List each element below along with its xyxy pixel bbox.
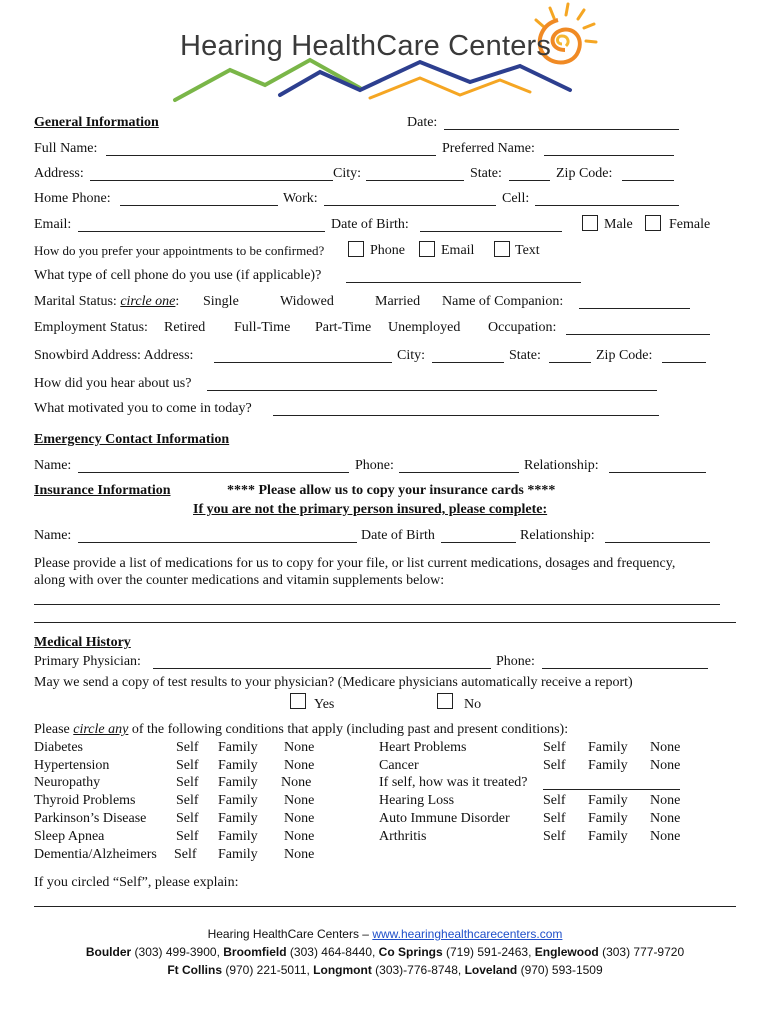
condition-family-option[interactable]: Family bbox=[218, 775, 258, 790]
dob-field[interactable] bbox=[420, 231, 562, 232]
insured-name-label: Name: bbox=[34, 528, 72, 543]
general-information-heading: General Information bbox=[34, 115, 159, 130]
condition-self-option[interactable]: Self bbox=[543, 758, 566, 773]
snowbird-zip-label: Zip Code: bbox=[596, 348, 653, 363]
single-option[interactable]: Single bbox=[203, 294, 239, 309]
phone-option-label: Phone bbox=[370, 243, 405, 258]
zip-label: Zip Code: bbox=[556, 166, 613, 181]
companion-field[interactable] bbox=[579, 308, 690, 309]
condition-self-option[interactable]: Self bbox=[543, 740, 566, 755]
location-boulder: Boulder bbox=[85, 945, 132, 959]
emergency-name-label: Name: bbox=[34, 458, 72, 473]
emergency-phone-label: Phone: bbox=[355, 458, 394, 473]
send-copy-yes-checkbox[interactable] bbox=[290, 693, 306, 709]
marital-colon: : bbox=[175, 294, 180, 309]
condition-family-option[interactable]: Family bbox=[588, 793, 628, 808]
condition-family-option[interactable]: Family bbox=[218, 847, 258, 862]
condition-self-option[interactable]: Self bbox=[543, 811, 566, 826]
explain-label: If you circled “Self”, please explain: bbox=[34, 875, 239, 890]
condition-family-option[interactable]: Family bbox=[588, 740, 628, 755]
condition-self-option[interactable]: Self bbox=[176, 775, 199, 790]
city-field[interactable] bbox=[366, 180, 464, 181]
medications-instructions-line1: Please provide a list of medications for us to copy for your file, or list current medications, dosages and frequency, bbox=[34, 556, 676, 571]
snowbird-address-field[interactable] bbox=[214, 362, 392, 363]
condition-name: Dementia/Alzheimers bbox=[34, 847, 157, 862]
state-label: State: bbox=[470, 166, 502, 181]
snowbird-state-field[interactable] bbox=[549, 362, 591, 363]
zip-field[interactable] bbox=[622, 180, 674, 181]
condition-name: Thyroid Problems bbox=[34, 793, 136, 808]
location-co-springs: Co Springs bbox=[378, 945, 443, 959]
condition-family-option[interactable]: Family bbox=[588, 829, 628, 844]
condition-self-option[interactable]: Self bbox=[543, 829, 566, 844]
condition-none-option[interactable]: None bbox=[284, 829, 315, 844]
full-name-label: Full Name: bbox=[34, 141, 98, 156]
no-label: No bbox=[464, 697, 482, 712]
condition-none-option[interactable]: None bbox=[650, 793, 681, 808]
motivated-field[interactable] bbox=[273, 415, 659, 416]
cancer-treated-field[interactable] bbox=[543, 789, 680, 790]
insured-relationship-label: Relationship: bbox=[520, 528, 595, 543]
full-name-field[interactable] bbox=[106, 155, 436, 156]
cell-phone-field[interactable] bbox=[535, 205, 679, 206]
insurance-notice: **** Please allow us to copy your insurance cards **** bbox=[227, 483, 556, 498]
snowbird-state-label: State: bbox=[509, 348, 541, 363]
phone-loveland: (970) 593-1509 bbox=[517, 963, 603, 977]
male-label: Male bbox=[604, 217, 633, 232]
phone-englewood: (303) 777-9720 bbox=[598, 945, 685, 959]
location-longmont: Longmont bbox=[313, 963, 372, 977]
phone-longmont: (303)-776-8748, bbox=[371, 963, 465, 977]
phone-broomfield: (303) 464-8440, bbox=[286, 945, 379, 959]
condition-self-option[interactable]: Self bbox=[176, 793, 199, 808]
unemployed-option[interactable]: Unemployed bbox=[388, 320, 461, 335]
phone-confirm-checkbox[interactable] bbox=[348, 241, 364, 257]
condition-none-option[interactable]: None bbox=[650, 740, 681, 755]
condition-name: Cancer bbox=[379, 758, 419, 773]
insured-name-field[interactable] bbox=[78, 542, 357, 543]
insurance-heading: Insurance Information bbox=[34, 483, 171, 498]
emergency-relationship-field[interactable] bbox=[609, 472, 706, 473]
widowed-option[interactable]: Widowed bbox=[280, 294, 334, 309]
female-checkbox[interactable] bbox=[645, 215, 661, 231]
condition-self-option[interactable]: Self bbox=[176, 811, 199, 826]
physician-phone-label: Phone: bbox=[496, 654, 535, 669]
footer-locations-line2 bbox=[0, 962, 770, 979]
insured-relationship-field[interactable] bbox=[605, 542, 710, 543]
home-phone-label: Home Phone: bbox=[34, 191, 111, 206]
motivated-question: What motivated you to come in today? bbox=[34, 401, 252, 416]
medications-field-line1[interactable] bbox=[34, 604, 720, 605]
explain-field[interactable] bbox=[34, 906, 736, 907]
conditions-intro-post: of the following conditions that apply (including past and present conditions): bbox=[128, 722, 569, 737]
confirm-question: How do you prefer your appointments to be confirmed? bbox=[34, 243, 325, 258]
full-time-option[interactable]: Full-Time bbox=[234, 320, 291, 335]
cell-type-field[interactable] bbox=[346, 282, 581, 283]
condition-self-option[interactable]: Self bbox=[176, 740, 199, 755]
marital-label-text: Marital Status: bbox=[34, 294, 117, 309]
condition-family-option[interactable]: Family bbox=[588, 811, 628, 826]
condition-family-option[interactable]: Family bbox=[218, 811, 258, 826]
condition-name: Hearing Loss bbox=[379, 793, 455, 808]
condition-name: Sleep Apnea bbox=[34, 829, 105, 844]
phone-boulder: (303) 499-3900, bbox=[131, 945, 224, 959]
condition-name: Parkinson’s Disease bbox=[34, 811, 147, 826]
condition-self-option[interactable]: Self bbox=[176, 829, 199, 844]
marital-status-label bbox=[34, 294, 179, 310]
condition-name: Diabetes bbox=[34, 740, 83, 755]
footer-locations-line1 bbox=[0, 944, 770, 961]
condition-name: Heart Problems bbox=[379, 740, 467, 755]
snowbird-address-label: Snowbird Address: Address: bbox=[34, 348, 194, 363]
work-phone-field[interactable] bbox=[324, 205, 496, 206]
primary-physician-label: Primary Physician: bbox=[34, 654, 141, 669]
text-option-label: Text bbox=[515, 243, 540, 258]
medical-history-heading: Medical History bbox=[34, 635, 131, 650]
preferred-name-label: Preferred Name: bbox=[442, 141, 535, 156]
preferred-name-field[interactable] bbox=[544, 155, 674, 156]
date-field[interactable] bbox=[444, 129, 679, 130]
condition-family-option[interactable]: Family bbox=[218, 793, 258, 808]
condition-none-option[interactable]: None bbox=[650, 758, 681, 773]
occupation-label: Occupation: bbox=[488, 320, 557, 335]
medications-field-line2[interactable] bbox=[34, 622, 736, 623]
circle-one-text: circle one bbox=[120, 294, 176, 309]
phone-ft-collins: (970) 221-5011, bbox=[222, 963, 314, 977]
condition-family-option[interactable]: Family bbox=[218, 740, 258, 755]
email-label: Email: bbox=[34, 217, 72, 232]
condition-none-option[interactable]: None bbox=[650, 811, 681, 826]
condition-family-option[interactable]: Family bbox=[588, 758, 628, 773]
footer-org: Hearing HealthCare Centers – bbox=[207, 927, 373, 941]
yes-label: Yes bbox=[314, 697, 335, 712]
female-label: Female bbox=[669, 217, 711, 232]
email-field[interactable] bbox=[78, 231, 325, 232]
footer-org-line bbox=[0, 926, 770, 943]
condition-none-option[interactable]: None bbox=[284, 740, 315, 755]
hear-about-question: How did you hear about us? bbox=[34, 376, 192, 391]
location-loveland: Loveland bbox=[464, 963, 518, 977]
email-confirm-checkbox[interactable] bbox=[419, 241, 435, 257]
condition-none-option[interactable]: None bbox=[650, 829, 681, 844]
condition-name: Neuropathy bbox=[34, 775, 101, 790]
conditions-intro-pre: Please bbox=[34, 722, 74, 737]
text-confirm-checkbox[interactable] bbox=[494, 241, 510, 257]
retired-option[interactable]: Retired bbox=[164, 320, 206, 335]
occupation-field[interactable] bbox=[566, 334, 710, 335]
primary-physician-field[interactable] bbox=[153, 668, 491, 669]
condition-self-option[interactable]: Self bbox=[174, 847, 197, 862]
condition-family-option[interactable]: Family bbox=[218, 758, 258, 773]
medications-instructions-line2: along with over the counter medications and vitamin supplements below: bbox=[34, 573, 445, 588]
insured-dob-label: Date of Birth bbox=[361, 528, 435, 543]
condition-name: Arthritis bbox=[379, 829, 427, 844]
location-broomfield: Broomfield bbox=[223, 945, 287, 959]
location-ft-collins: Ft Collins bbox=[167, 963, 222, 977]
address-label: Address: bbox=[34, 166, 84, 181]
cancer-treated-question: If self, how was it treated? bbox=[379, 775, 528, 790]
conditions-circle-any: circle any bbox=[73, 722, 129, 737]
work-label: Work: bbox=[283, 191, 318, 206]
part-time-option[interactable]: Part-Time bbox=[315, 320, 372, 335]
married-option[interactable]: Married bbox=[375, 294, 421, 309]
condition-none-option[interactable]: None bbox=[284, 758, 315, 773]
city-label: City: bbox=[333, 166, 362, 181]
state-field[interactable] bbox=[509, 180, 550, 181]
phone-co-springs: (719) 591-2463, bbox=[442, 945, 535, 959]
condition-self-option[interactable]: Self bbox=[176, 758, 199, 773]
condition-none-option[interactable]: None bbox=[284, 811, 315, 826]
home-phone-field[interactable] bbox=[120, 205, 278, 206]
insurance-primary-notice: If you are not the primary person insured, please complete: bbox=[193, 502, 548, 517]
emergency-contact-heading: Emergency Contact Information bbox=[34, 432, 230, 447]
snowbird-city-label: City: bbox=[397, 348, 426, 363]
hear-about-field[interactable] bbox=[207, 390, 657, 391]
dob-label: Date of Birth: bbox=[331, 217, 409, 232]
logo-text: Hearing HealthCare Centers bbox=[180, 30, 552, 62]
address-field[interactable] bbox=[90, 180, 333, 181]
condition-name: Hypertension bbox=[34, 758, 110, 773]
email-option-label: Email bbox=[441, 243, 475, 258]
male-checkbox[interactable] bbox=[582, 215, 598, 231]
condition-none-option[interactable]: None bbox=[281, 775, 312, 790]
snowbird-zip-field[interactable] bbox=[662, 362, 706, 363]
conditions-intro bbox=[34, 722, 568, 738]
location-englewood: Englewood bbox=[534, 945, 599, 959]
snowbird-city-field[interactable] bbox=[432, 362, 504, 363]
insured-dob-field[interactable] bbox=[441, 542, 516, 543]
send-copy-no-checkbox[interactable] bbox=[437, 693, 453, 709]
cell-label: Cell: bbox=[502, 191, 530, 206]
date-label: Date: bbox=[407, 115, 438, 130]
companion-label: Name of Companion: bbox=[442, 294, 564, 309]
cell-type-question: What type of cell phone do you use (if applicable)? bbox=[34, 268, 322, 283]
condition-none-option[interactable]: None bbox=[284, 847, 315, 862]
website-link[interactable]: www.hearinghealthcarecenters.com bbox=[372, 927, 563, 941]
condition-self-option[interactable]: Self bbox=[543, 793, 566, 808]
condition-family-option[interactable]: Family bbox=[218, 829, 258, 844]
emergency-relationship-label: Relationship: bbox=[524, 458, 599, 473]
emergency-phone-field[interactable] bbox=[399, 472, 519, 473]
emergency-name-field[interactable] bbox=[78, 472, 349, 473]
physician-phone-field[interactable] bbox=[542, 668, 708, 669]
send-copy-question: May we send a copy of test results to your physician? (Medicare physicians automatically receive a report) bbox=[34, 675, 633, 690]
condition-none-option[interactable]: None bbox=[284, 793, 315, 808]
condition-name: Auto Immune Disorder bbox=[379, 811, 510, 826]
employment-status-label: Employment Status: bbox=[34, 320, 148, 335]
